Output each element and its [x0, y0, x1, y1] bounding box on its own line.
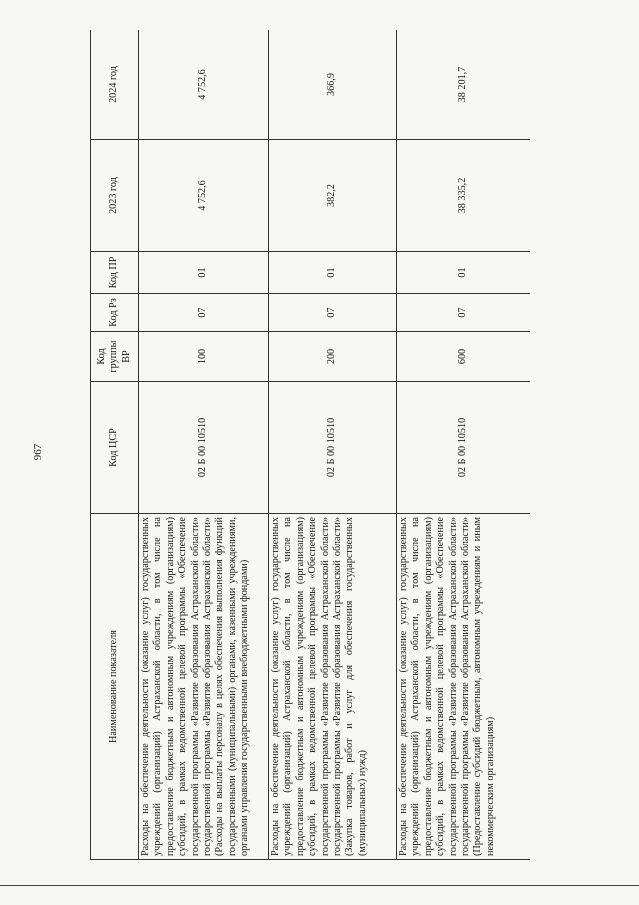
header-pr: Код ПР [91, 252, 139, 294]
header-csr: Код ЦСР [91, 382, 139, 514]
cell-csr: 02 Б 00 10510 [397, 382, 531, 514]
cell-name: Расходы на обеспечение деятельности (оказание услуг) государственных учреждений (организаций) Астраханской области, в том числе на предоставление бюджетным и автономным учреждениям (организациям) субсидий, в рамках ведомственной целевой программы «Обеспечение государственной программы «Развитие образования Астраханской области» государственной программы «Развитие образования Астраханской области» (Закупка товаров, работ и услуг для обеспечения государственных (муниципальных) нужд) [269, 514, 397, 860]
table-row [397, 30, 531, 860]
header-2023: 2023 год [91, 140, 139, 252]
cell-name: Расходы на обеспечение деятельности (оказание услуг) государственных учреждений (организаций) Астраханской области, в том числе на предоставление бюджетным и автономным учреждениям (организациям) субсидий, в рамках ведомственной целевой программы «Обеспечение государственной программы «Развитие образования Астраханской области» государственной программы «Развитие образования Астраханской области» (Предоставление субсидий бюджетным, автономным учреждениям и иным некоммерческим организациям) [397, 514, 531, 860]
cell-vr: 200 [269, 332, 397, 382]
cell-vr: 100 [139, 332, 269, 382]
table-header-row [91, 30, 139, 860]
page-bottom-rule [0, 885, 639, 886]
cell-pr: 01 [397, 252, 531, 294]
header-2024: 2024 год [91, 30, 139, 140]
cell-rz: 07 [139, 294, 269, 332]
table-row [139, 30, 269, 860]
cell-2024: 4 752,6 [139, 30, 269, 140]
cell-2023: 38 335,2 [397, 140, 531, 252]
cell-2024: 38 201,7 [397, 30, 531, 140]
cell-name: Расходы на обеспечение деятельности (оказание услуг) государственных учреждений (организаций) Астраханской области, в том числе на предоставление бюджетным и автономным учреждениям (организациям) субсидий, в рамках ведомственной целевой программы «Обеспечение государственной программы «Развитие образования Астраханской области» государственной программы «Развитие образования Астраханской области» (Расходы на выплаты персоналу в целях обеспечения выполнения функций государственными (муниципальными) органами, казенными учреждениями, органами управления государственными внебюджетными фондами) [139, 514, 269, 860]
header-name: Наименование показателя [91, 514, 139, 860]
cell-2023: 4 752,6 [139, 140, 269, 252]
header-vr: Код группы ВР [91, 332, 139, 382]
budget-table [90, 30, 530, 860]
cell-pr: 01 [139, 252, 269, 294]
page-number: 967 [32, 443, 44, 461]
table-row [269, 30, 397, 860]
header-rz: Код Рз [91, 294, 139, 332]
cell-pr: 01 [269, 252, 397, 294]
cell-rz: 07 [269, 294, 397, 332]
cell-csr: 02 Б 00 10510 [139, 382, 269, 514]
cell-vr: 600 [397, 332, 531, 382]
cell-2023: 382,2 [269, 140, 397, 252]
cell-csr: 02 Б 00 10510 [269, 382, 397, 514]
rotated-table-area [90, 30, 530, 860]
cell-rz: 07 [397, 294, 531, 332]
cell-2024: 366,9 [269, 30, 397, 140]
